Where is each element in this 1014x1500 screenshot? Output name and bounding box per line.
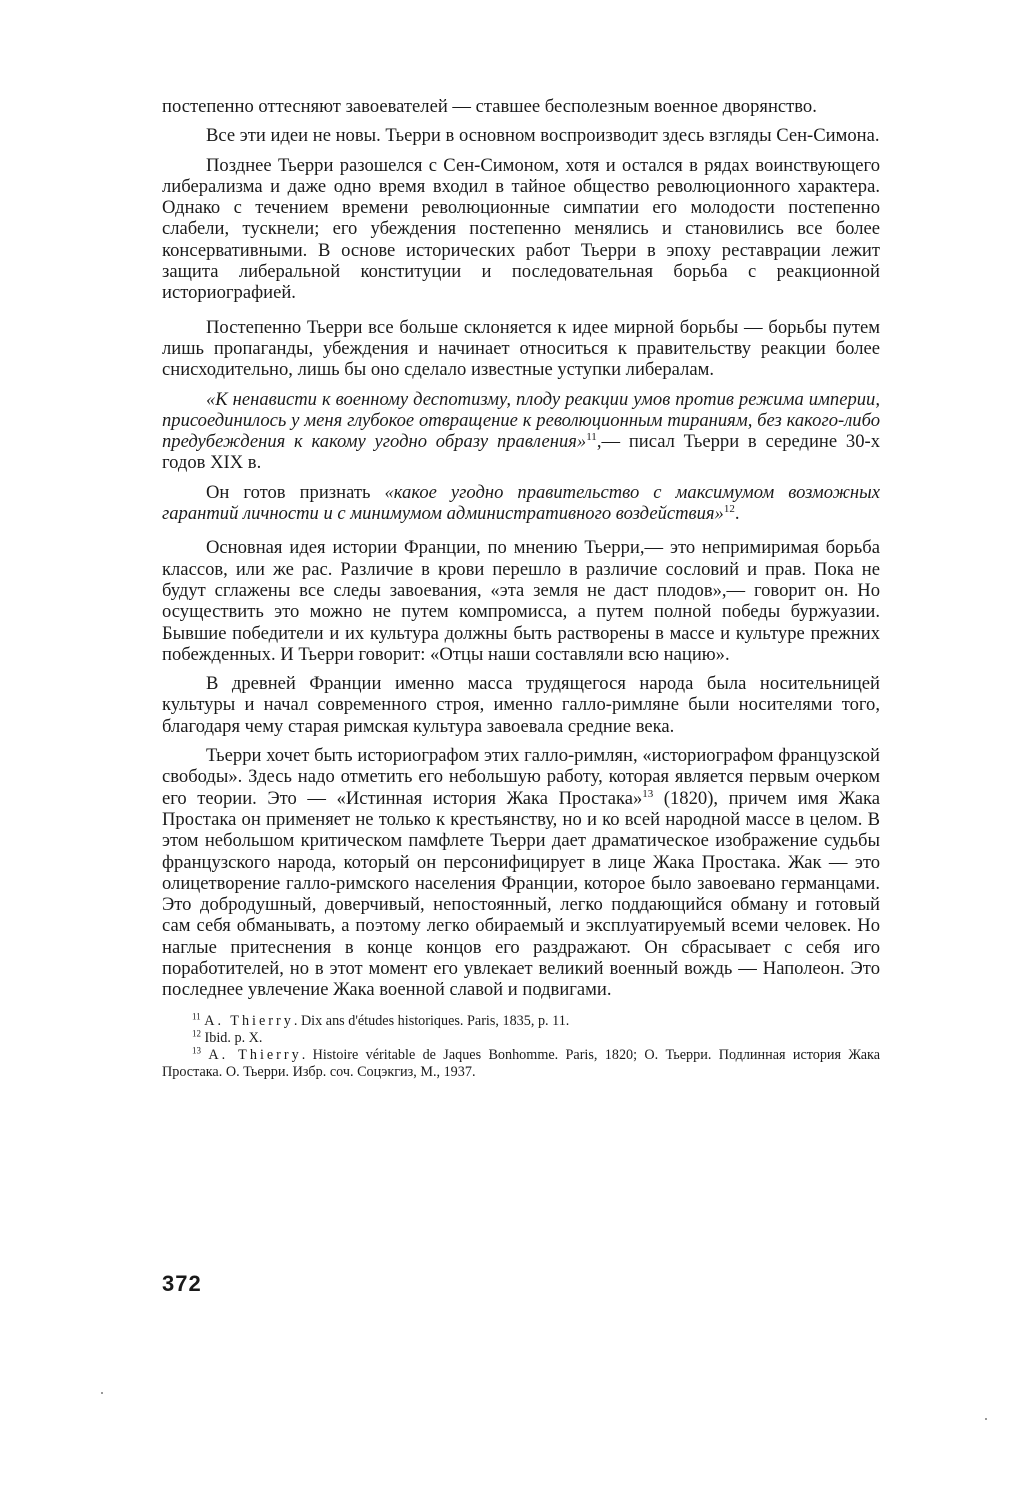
quote-despotism: «К ненависти к военному деспотизму, плоду реакции умов против режима империи, присоединилось у меня глубокое отвращение к революционным тираниям, без какого-либо предубеждения к какому угодно образу правления» <box>162 388 880 453</box>
page-body <box>162 96 880 1081</box>
footnote-number: 11 <box>192 1010 201 1021</box>
paragraph-6-tail: . <box>734 503 740 525</box>
footnote-ref-12: 12 <box>723 502 735 515</box>
footnote-author: A. Thierry <box>204 1012 294 1029</box>
paragraph-6 <box>162 482 880 525</box>
footnote-ref-11: 11 <box>586 430 597 443</box>
page-number: 372 <box>162 1271 202 1296</box>
paragraph-9-lead: Тьерри хочет быть историографом этих галло-римлян, «историографом французской свободы». Здесь надо отметить его небольшую работу, которая является первым очерком его теории. Это — «Истинная история Жака Простака» <box>162 745 880 809</box>
footnote-author: A. Thierry <box>208 1046 302 1063</box>
paragraph-9-tail: (1820), причем имя Жака Простака он применяет не только к крестьянству, но и ко всей народной массе в целом. В этом небольшом критическом памфлете Тьерри дает драматическое изображение судьбы французского народа, который он персонифицирует в лице Жака Простака. Жак — это олицетворение галло-римского населения Франции, которое было завоевано германцами. Это добродушный, доверчивый, непостоянный, легко поддающийся обману и готовый сам себя обманывать, а поэтому легко обираемый и эксплуатируемый всеми человек. Но наглые притеснения в конце концов его раздражают. Он сбрасывает с себя иго поработителей, но в этот момент его увлекает великий военный вождь — Наполеон. Это последнее увлечение Жака военной славой и подвигами. <box>162 787 881 1001</box>
footnote-text: . Dix ans d'études historiques. Paris, 1835, p. 11. <box>293 1012 570 1029</box>
footnote-ref-13: 13 <box>642 787 654 800</box>
footnote-text: . Histoire véritable de Jaques Bonhomme. Paris, 1820; О. Тьерри. Подлинная история Жака Простака. О. Тьерри. Избр. соч. Соцэкгиз, М., 1937. <box>162 1046 881 1080</box>
paragraph-7: Основная идея истории Франции, по мнению Тьерри,— это непримиримая борьба классов, или же рас. Различие в крови перешло в различие сословий и прав. Пока не будут сглажены все следы завоевания, «эта земля не даст плодов»,— говорит он. Но осуществить это можно не путем компромисса, а путем полной победы буржуазии. Бывшие победители и их культура должны быть растворены в массе и культуре прежних побежденных. И Тьерри говорит: «Отцы наши составляли всю нацию». <box>162 537 880 665</box>
paragraph-9 <box>162 745 880 1001</box>
paragraph-6-lead: Он готов признать <box>206 481 385 503</box>
paragraph-1: постепенно оттесняют завоевателей — ставшее бесполезным военное дворянство. <box>162 96 817 117</box>
paragraph-3: Позднее Тьерри разошелся с Сен-Симоном, хотя и остался в рядах воинствующего либерализма и даже одно время входил в тайное общество революционного характера. Однако с течением времени революционные симпатии его молодости постепенно слабели, тускнели; его убеждения постепенно менялись и становились все более консервативными. В основе исторических работ Тьерри в эпоху реставрации лежит защита либеральной конституции и последовательная борьба с реакционной историографией. <box>162 154 880 304</box>
paragraph-4: Постепенно Тьерри все больше склоняется к идее мирной борьбы — борьбы путем лишь пропаганды, убеждения и начинает относиться к правительству реакции более снисходительно, лишь бы оно сделало известные уступки либералам. <box>162 316 880 381</box>
quote-government: «какое угодно правительство с максимумом возможных гарантий личности и с минимумом административного воздействия» <box>162 481 880 525</box>
paragraph-8: В древней Франции именно масса трудящегося народа была носительницей культуры и начал современного строя, именно галло-римляне были носителями того, благодаря чему старая римская культура завоевала средние века. <box>162 673 880 737</box>
paragraph-2: Все эти идеи не новы. Тьерри в основном воспроизводит здесь взгляды Сен-Симона. <box>206 125 880 147</box>
footnotes <box>162 1010 881 1081</box>
footnote-text: Ibid. p. X. <box>204 1029 263 1046</box>
footnote-number: 12 <box>192 1027 201 1038</box>
footnote-number: 13 <box>192 1044 201 1055</box>
scan-speck <box>985 1418 987 1420</box>
scan-speck <box>101 1392 103 1394</box>
paragraph-5 <box>162 389 880 474</box>
paragraph-5-tail: ,— писал Тьерри в середине 30-х годов XIX в. <box>162 431 880 474</box>
footnote-11 <box>162 1010 880 1030</box>
footnote-13 <box>162 1044 881 1081</box>
footnote-12 <box>162 1027 880 1047</box>
